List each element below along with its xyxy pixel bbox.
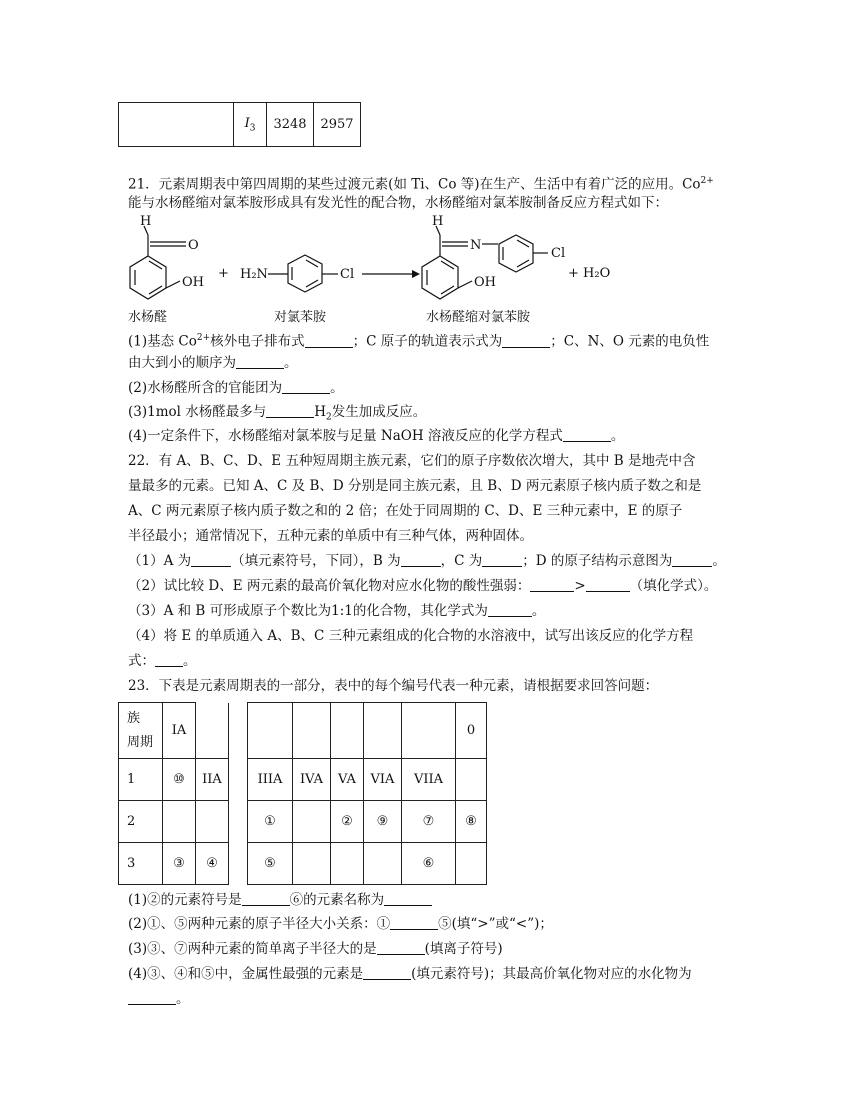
q23-part-4-line-1: (4)③、④和⑤中，金属性最强的元素是 (填元素符号)；其最高价氧化物对应的水化物为 [128, 966, 692, 982]
q22-part-4-line-2: 式： 。 [128, 653, 197, 669]
header-cell-empty [331, 703, 364, 759]
header-cell-zu-zhouqi: 族 周期 [119, 703, 163, 759]
benzene-ring-2 [288, 255, 322, 292]
label-oh-2: OH [474, 275, 496, 290]
reaction-scheme [120, 213, 640, 325]
table-cell: VIA [364, 759, 402, 801]
header-cell-empty [293, 703, 331, 759]
label-h2n: H₂N [240, 267, 268, 282]
top-table-value-2: 2957 [314, 103, 361, 147]
q21-part-1-line-2: 由大到小的顺序为 。 [128, 355, 298, 371]
top-table-label-cell: $I_3$ [234, 103, 267, 147]
q23-part-1: (1)②的元素符号是 ⑥的元素名称为 [128, 890, 432, 910]
table-cell [456, 843, 487, 885]
label-h-2: H [432, 214, 444, 229]
q21-part-2: (2)水杨醛所含的官能团为 。 [128, 380, 344, 396]
q22-line-3: A、C 两元素原子核内质子数之和的 2 倍；在处于同周期的 C、D、E 三种元素中，E 的原子 [128, 503, 683, 519]
table-cell [364, 843, 402, 885]
table-cell [293, 801, 331, 843]
q23-part-2: (2)①、⑤两种元素的原子半径大小关系：① ⑤(填“>”或“<”)； [128, 916, 553, 932]
q21-part-3: (3)1mol 水杨醛最多与 $H_2$发生加成反应。 [128, 404, 427, 423]
table-cell: IVA [293, 759, 331, 801]
table-cell: VIIA [402, 759, 456, 801]
table-row-period-3 [119, 843, 487, 885]
benzene-ring-4 [499, 235, 533, 272]
q22-line-4: 半径最小；通常情况下，五种元素的单质中有三种气体，两种固体。 [128, 528, 533, 544]
table-cell: ⑩ [163, 759, 196, 801]
table-gap-column [229, 703, 248, 885]
name-product: 水杨醛缩对氯苯胺 [426, 310, 531, 325]
plus-water: + H₂O [568, 266, 611, 281]
label-h-1: H [140, 214, 152, 229]
table-cell [331, 843, 364, 885]
q22-part-2: （2）试比较 D、E 两元素的最高价氧化物对应水化物的酸性强弱： > （填化学式）。 [128, 578, 718, 594]
q21-part-4: (4)一定条件下，水杨醛缩对氯苯胺与足量 NaOH 溶液反应的化学方程式 。 [128, 428, 625, 444]
q22-part-1: （1）A 为 （填元素符号，下同），B 为 ，C 为 ；D 的原子结构示意图为 。 [128, 553, 726, 569]
table-cell [456, 759, 487, 801]
table-cell [196, 801, 229, 843]
q22-line-2: 量最多的元素。已知 A、C 及 B、D 分别是同主族元素，且 B、D 两元素原子核内质子数之和是 [128, 478, 702, 494]
label-oh-1: OH [182, 275, 204, 290]
table-cell: ① [248, 801, 293, 843]
label-cl-1: Cl [340, 267, 355, 282]
table-cell: ⑤ [248, 843, 293, 885]
plus-sign: + [218, 266, 229, 281]
table-cell: 3 [119, 843, 163, 885]
table-cell: ⑦ [402, 801, 456, 843]
q22-part-3: （3）A 和 B 可形成原子个数比为1:1的化合物，其化学式为 。 [128, 603, 546, 619]
q21-intro-line-2: 能与水杨醛缩对氯苯胺形成具有发光性的配合物，水杨醛缩对氯苯胺制备反应方程式如下： [128, 195, 668, 211]
table-cell: ⑧ [456, 801, 487, 843]
header-cell-ia: IA [163, 703, 196, 759]
label-cl-2: Cl [551, 246, 566, 261]
top-table-value-1: 3248 [267, 103, 314, 147]
top-table-empty-cell [119, 103, 234, 147]
table-cell [293, 843, 331, 885]
top-table-fragment [118, 102, 361, 147]
q22-line-1: 22．有 A、B、C、D、E 五种短周期主族元素，它们的原子序数依次增大，其中 B 是地壳中含 [128, 453, 696, 469]
label-o: O [188, 238, 199, 253]
header-cell-empty [402, 703, 456, 759]
table-row-period-1 [119, 759, 487, 801]
table-cell: IIA [196, 759, 229, 801]
table-cell: ④ [196, 843, 229, 885]
header-cell-zero: 0 [456, 703, 487, 759]
periodic-table-fragment [118, 702, 487, 885]
q23-part-4-line-2: 。 [128, 989, 190, 1009]
table-header-row [119, 703, 487, 759]
header-cell-empty [248, 703, 293, 759]
table-cell: ② [331, 801, 364, 843]
table-cell: ⑨ [364, 801, 402, 843]
q23-part-3: (3)③、⑦两种元素的简单离子半径大的是 (填离子符号) [128, 941, 503, 957]
q23-intro: 23．下表是元素周期表的一部分，表中的每个编号代表一种元素，请根据要求回答问题： [128, 678, 659, 694]
table-row-period-2 [119, 801, 487, 843]
name-chloroaniline: 对氯苯胺 [274, 310, 327, 325]
table-cell [163, 801, 196, 843]
q21-part-1-line-1: (1)基态 $Co^{2+}$核外电子排布式 ；C 原子的轨道表示式为 ；C、N、O 元素的电负性 [128, 333, 710, 350]
table-cell: ⑥ [402, 843, 456, 885]
table-cell: IIIA [248, 759, 293, 801]
table-cell: VA [331, 759, 364, 801]
header-cell-empty [196, 703, 229, 759]
table-cell: 2 [119, 801, 163, 843]
q22-part-4-line-1: （4）将 E 的单质通入 A、B、C 三种元素组成的化合物的水溶液中，试写出该反应的化学方程 [128, 628, 694, 644]
label-n: N [470, 238, 482, 253]
header-cell-empty [364, 703, 402, 759]
q21-intro-line-1: 21．元素周期表中第四周期的某些过渡元素(如 Ti、Co 等)在生产、生活中有着广泛的应用。$Co^{2+}$ [128, 176, 714, 193]
name-salicylaldehyde: 水杨醛 [128, 310, 168, 325]
table-cell: 1 [119, 759, 163, 801]
table-cell: ③ [163, 843, 196, 885]
